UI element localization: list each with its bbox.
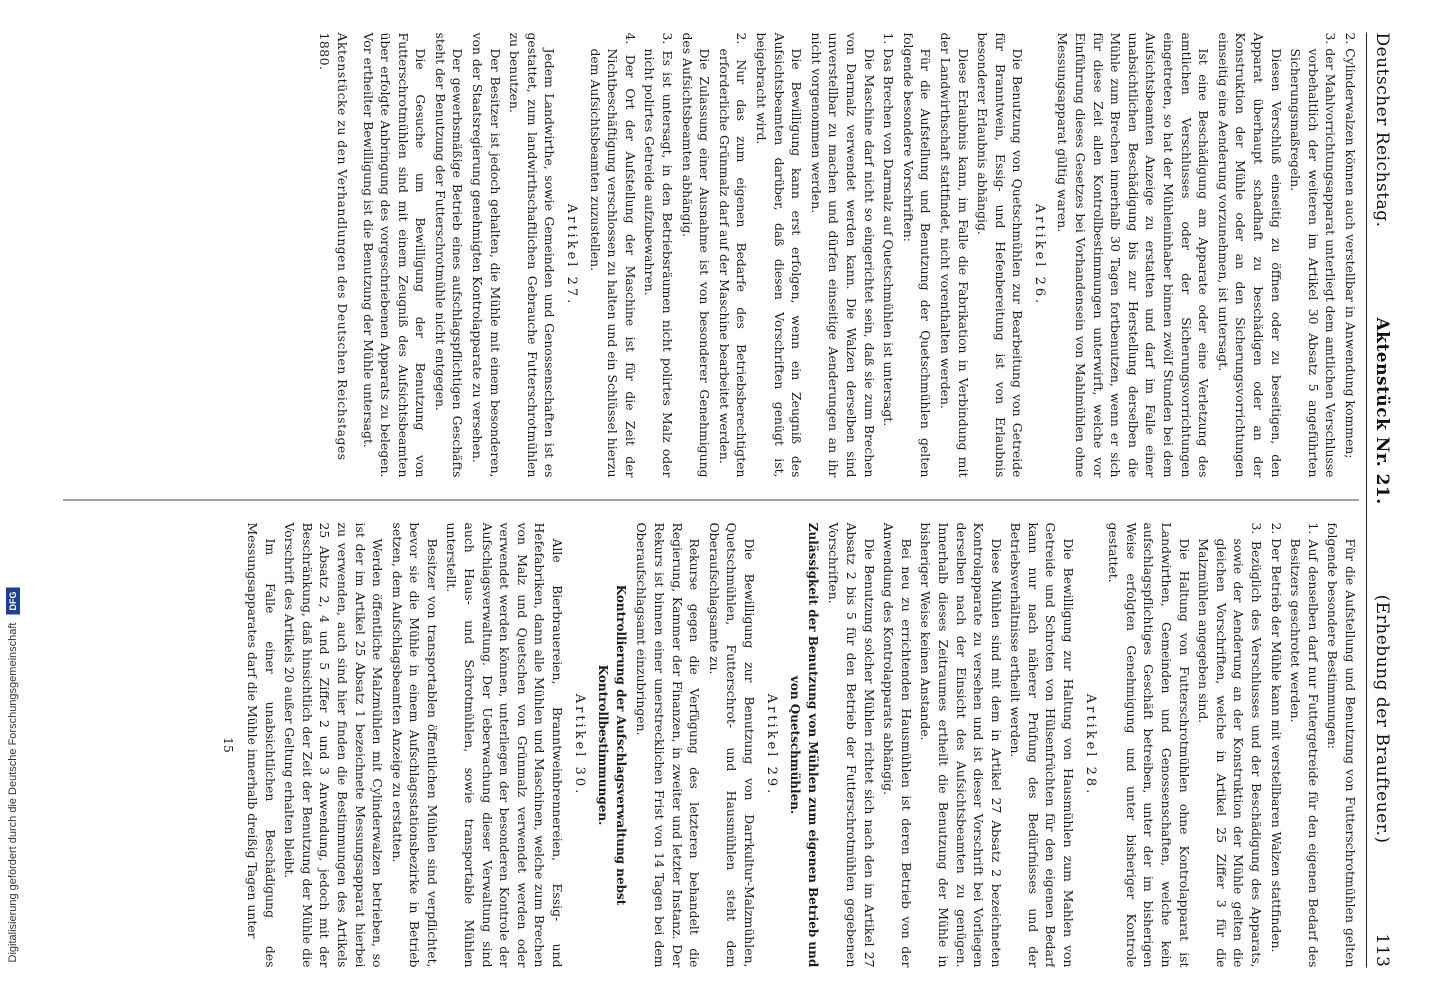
paragraph: Bei neu zu errichtenden Hausmühlen ist deren Betrieb von der Anwendung des Kontrolapparats abhängig. — [880, 522, 914, 968]
text-columns — [63, 33, 1359, 968]
paragraph: Werden öffentliche Malzmühlen mit Cylinderwalzen betrieben, so ist der im Artikel 25 Absatz 1 bezeichnete Messungsapparat hierbei zu verwenden, auch sind hier finden die Bestimmungen des Artikels 25 Absatz 2, 4 und 5 Ziffer 2 und 3 Anwendung, jedoch mit der Beschränkung, daß hinsichtlich der Zeit der Benutzung der Mühle die Vorschrift des Artikels 20 außer Geltung erhalten bleibt. — [281, 522, 385, 968]
column-divider — [63, 500, 1359, 501]
paragraph: Für die Aufstellung und Benutzung der Quetschmühlen gelten folgende besondere Vorschriften: — [900, 32, 933, 478]
article-heading: Artikel 27. — [563, 203, 579, 307]
list-item: 1. Auf denselben darf nur Futtergetreide für den eigenen Bedarf des Besitzers geschrotet werden. — [1287, 522, 1321, 968]
list-item: 1. Das Brechen von Darmalz auf Quetschmühlen ist untersagt. — [880, 32, 896, 427]
paragraph: Die Gesuche um Bewilligung der Benutzung von Futterschrotmühlen sind mit einem Zeugniß des Aufsichtsbeamten über erfolgte Anbringung des vorgeschriebenen Apparats zu belegen. Vor ertheilter Bewilligung ist die Benutzung der Mühle untersagt. — [360, 32, 428, 478]
dfg-logo: DFG — [6, 588, 20, 615]
paragraph: Der gewerbsmäßige Betrieb eines aufschlagspflichtigen Geschäfts steht der Benutzung der Futterschrotmühle nicht entgegen. — [432, 32, 465, 478]
header-center: Aktenstück Nr. 21. — [1371, 317, 1392, 505]
list-item: 2. Cylinderwalzen können auch verstellbar in Anwendung kommen; — [1342, 32, 1358, 459]
header-right-note: (Erhebung der Braufteuer.) — [1371, 594, 1392, 844]
page-footer: Aktenstücke zu den Verhandlungen des Deutschen Reichstages 1880. — [316, 32, 350, 461]
scanned-page — [43, 13, 1403, 988]
list-item: 2. Der Betrieb der Mühle kann mit verstellbaren Walzen stattfinden. — [1268, 522, 1284, 953]
signature-mark: 15 — [220, 737, 236, 753]
digitisation-credit — [6, 588, 20, 963]
section-subheading: Kontrollierung der Aufschlagsverwaltung nebst Kontrollbestimmungen. — [595, 584, 628, 906]
paragraph: Die Bewilligung kann erst erfolgen, wenn ein Zeugniß des Aufsichtsbeamten darüber, daß diesen Vorschriften genügt ist, beigebracht wird. — [753, 32, 804, 478]
paragraph: Rekurse gegen die Verfügung des letzteren behandelt die Regierung, Kammer der Finanzen, in zweiter und letzter Instanz. Der Rekurs ist binnen einer unerstrecklichen Frist von 14 Tagen bei dem Oberaufschlagsamt einzubringen. — [633, 522, 702, 968]
column-right — [63, 523, 1359, 968]
paragraph: Besitzer von transportablen öffentlichen Mühlen sind verpflichtet, bevor sie die Mühle in einem Aufschlagsstationsbezirke in Betrieb setzen, dem Aufschlagsbeamten Anzeige zu erstatten. — [389, 522, 440, 968]
paragraph: Diese Mühlen sind mit dem in Artikel 27 Absatz 2 bezeichneten Kontrolapparate zu versehen und ist dieser Vorschrift bei Vorliegen derselben nach der Einsicht des Aufsichtsbeamten zu genügen. Innerhalb dieses Zeitraumes ertheilt die Benutzung der Mühle in bisheriger Weise keinen Anstande. — [917, 522, 1004, 968]
section-subheading: Zulässigkeit der Benutzung von Mühlen zum eigenen Betrieb und von Quetschmühlen. — [787, 522, 820, 968]
page-number: 113 — [1371, 933, 1392, 968]
list-item: 3. Es ist untersagt, in den Betriebsräumen nicht polirtes Malz oder nicht polirtes Getreide aufzubewahren. — [641, 32, 675, 478]
header-left: Deutscher Reichstag. — [1371, 32, 1392, 228]
paragraph: Die Benutzung solcher Mühlen richtet sich nach den im Artikel 27 Absatz 2 bis 5 für den Betrieb der Futterschrotmühlen gegebenen Vorschriften. — [825, 522, 877, 968]
list-item: 3. der Mahlvorrichtungsapparat unterliegt dem amtlichen Verschlusse vorbehaltlich der weiteren im Artikel 30 Absatz 5 angeführten Sicherungsmaßregeln. — [1287, 32, 1338, 478]
paragraph: Jedem Landwirthe, sowie Gemeinden und Genossenschaften ist es gestattet, zum landwirthschaftlichen Gebrauche Futterschrotmühlen zu benutzen. — [506, 32, 557, 478]
paragraph: Diesen Verschluß einseitig zu öffnen oder zu beseitigen, den Apparat überhaupt schadhaft zu beschädigen oder an der Konstruktion der Mühle oder an den Sicherungsvorrichtungen einseitig eine Aenderung vorzunehmen, ist untersagt. — [1215, 32, 1284, 478]
list-item: 2. Nur das zum eigenen Bedarfe des Betriebsberechtigten erforderliche Grünmalz darf auf der Maschine bearbeitet werden. — [716, 32, 749, 478]
paragraph: Für die Aufstellung und Benutzung von Futterschrotmühlen gelten folgende besondere Bestimmungen: — [1324, 522, 1358, 968]
digitisation-credit-strip — [0, 0, 26, 1000]
paragraph: Die Haltung von Futterschrotmühlen ohne Kontrolapparat ist Landwirthen, Gemeinden und Genossenschaften, welche kein aufschlagspflichtiges Geschäft betreiben, unter der im bisherigen Weise erfolgten Genehmigung und unter bisheriger Kontrole gestattet. — [1105, 522, 1192, 968]
paragraph: Ist eine Beschädigung am Apparate oder eine Verletzung des amtlichen Verschlusses oder der Sicherungsvorrichtungen eingetreten, so hat der Mühleninhaber binnen zwölf Stunden bei dem Aufsichtsbeamten Anzeige zu erstatten und darf im Falle einer unabsichtlichen Beschädigung bis zur Herstellung derselben die Mühle zum Brechen innerhalb 30 Tagen fortbenutzen, wenn er sich für diese Zeit allen Kontrollbestimmungen unterwirft, welche vor Einführung dieses Gesetzes bei Vorhandensein von Mahlmühlen ohne Messungsapparat gültig waren. — [1055, 32, 1211, 478]
article-heading: Artikel 29. — [763, 693, 779, 797]
paragraph: Die Zulassung einer Ausnahme ist von besonderer Genehmigung des Aufsichtsbeamten abhängig. — [679, 32, 712, 478]
paragraph: Diese Erlaubnis kann, im Falle die Fabrikation in Verbindung mit der Landwirthschaft stattfindet, nicht vorenthalten werden. — [937, 32, 971, 478]
paragraph: Alle Bierbrauereien, Branntweinbrennereien, Essig- und Hefefabriken, dann alle Mühlen und Maschinen, welche zum Brechen von Malz und Quetschen von Grünmalz verwendet werden oder verwendet werden können, unterliegen der besonderen Kontrole der Aufschlagsverwaltung. Der Ueberwachung dieser Verwaltung sind auch Haus- und Schrotmühlen, sowie transportable Mühlen unterstellt. — [444, 522, 565, 968]
article-heading: Artikel 30. — [571, 693, 587, 797]
page-header — [1366, 33, 1397, 968]
paragraph: Im Falle einer unabsichtlichen Beschädigung des Messungsapparates darf die Mühle innerhalb dreißig Tagen unter — [244, 522, 278, 968]
article-heading: Artikel 28. — [1082, 693, 1098, 797]
article-heading: Artikel 26. — [1031, 203, 1047, 307]
paragraph: Die Benutzung von Quetschmühlen zur Bearbeitung von Getreide für Branntwein, Essig- und Hefenbereitung ist von Erlaubnis besonderer Erlaubnis abhängig. — [974, 32, 1025, 478]
credit-text: Digitalisierung gefördert durch die Deutsche Forschungsgemeinschaft — [7, 622, 19, 963]
paragraph: Der Besitzer ist jedoch gehalten, die Mühle mit einem besonderen, von der Staatsregierung genehmigten Kontrolapparate zu versehen. — [469, 32, 503, 478]
list-item: 4. Der Ort der Aufstellung der Maschine ist für die Zeit der Nichtbeschäftigung verschlossen zu halten und ein Schlüssel hierzu dem Aufsichtsbeamten zuzustellen. — [587, 32, 638, 478]
column-left — [63, 33, 1359, 478]
paragraph: Die Maschine darf nicht so eingerichtet sein, daß sie zum Brechen von Darmalz verwendet werden kann. Die Walzen derselben sind unverstellbar zu machen und dürfen einseitige Aenderungen an ihr nicht vorgenommen werden. — [808, 32, 877, 478]
paragraph: Die Bewilligung zur Haltung von Hausmühlen zum Mahlen von Getreide und Schroten von Hülsenfrüchten für den eigenen Bedarf kann nur nach näherer Prüfung des Bedürfnisses und der Betriebsverhältnisse ertheilt werden. — [1007, 522, 1076, 968]
list-item: 3. Bezüglich des Verschlusses und der Beschädigung des Apparats, sowie der Aenderung an der Konstruktion der Mühle gelten die gleichen Vorschriften, welche in Artikel 25 Ziffer 3 für die Malzmühlen angegeben sind. — [1195, 522, 1264, 968]
paragraph: Die Bewilligung zur Benutzung von Darrkultur-Malzmühlen, Quetschmühlen, Futterschrot- und Hausmühlen steht dem Oberaufschlagsamte zu. — [706, 522, 757, 968]
scanned-page-frame — [30, 10, 1415, 990]
